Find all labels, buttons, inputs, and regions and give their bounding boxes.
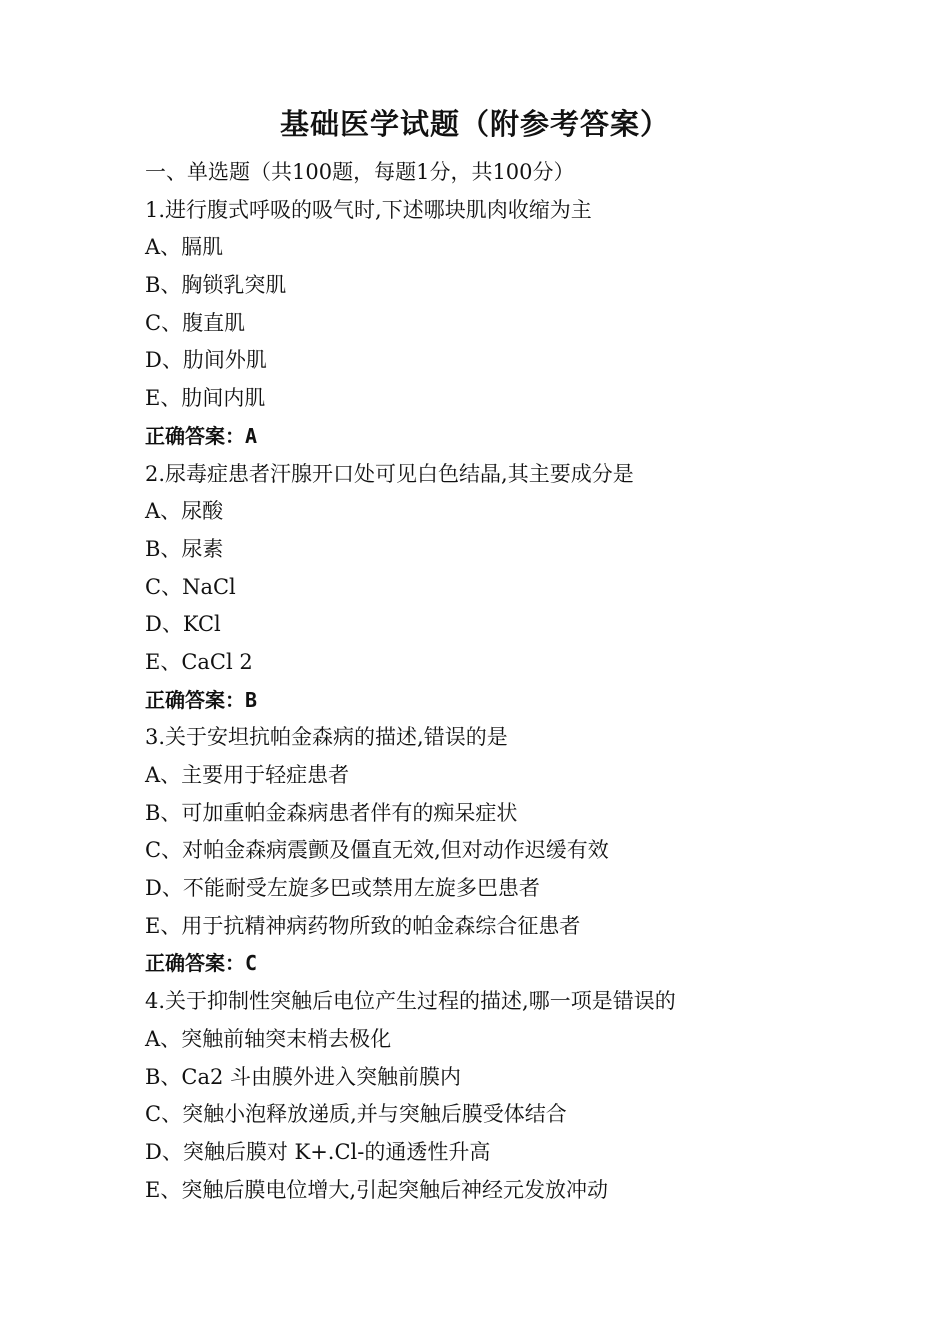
question-option: C、突触小泡释放递质,并与突触后膜受体结合	[145, 1102, 567, 1127]
question-option: A、突触前轴突末梢去极化	[145, 1026, 392, 1051]
document-title: 基础医学试题（附参考答案）	[279, 107, 670, 141]
question-option: D、肋间外肌	[145, 348, 267, 373]
correct-answer: 正确答案：A	[145, 423, 258, 448]
question-option: B、胸锁乳突肌	[145, 273, 287, 298]
question-option: D、不能耐受左旋多巴或禁用左旋多巴患者	[145, 876, 540, 901]
question-option: E、突触后膜电位增大,引起突触后神经元发放冲动	[145, 1177, 609, 1202]
question-option: E、肋间内肌	[145, 386, 266, 411]
question-option: D、突触后膜对 K+.Cl-的通透性升高	[145, 1139, 491, 1164]
question-option: E、CaCl 2	[145, 649, 253, 674]
question-stem: 3.关于安坦抗帕金森病的描述,错误的是	[145, 725, 508, 750]
question-option: C、NaCl	[145, 574, 236, 599]
question-option: A、膈肌	[145, 235, 224, 260]
document-body	[145, 154, 885, 1209]
question-option: B、可加重帕金森病患者伴有的痴呆症状	[145, 800, 518, 825]
question-option: C、对帕金森病震颤及僵直无效,但对动作迟缓有效	[145, 838, 609, 863]
correct-answer: 正确答案：B	[145, 687, 258, 712]
question-option: B、Ca2 斗由膜外进入突触前膜内	[145, 1064, 462, 1089]
question-option: D、KCl	[145, 612, 221, 637]
question-option: E、用于抗精神病药物所致的帕金森综合征患者	[145, 913, 581, 938]
question-stem: 1.进行腹式呼吸的吸气时,下述哪块肌肉收缩为主	[145, 197, 592, 222]
question-stem: 4.关于抑制性突触后电位产生过程的描述,哪一项是错误的	[145, 989, 676, 1014]
correct-answer: 正确答案：C	[145, 951, 258, 976]
section-heading: 一、单选题（共100题，每题1分，共100分）	[145, 160, 575, 184]
question-stem: 2.尿毒症患者汗腺开口处可见白色结晶,其主要成分是	[145, 461, 634, 486]
question-option: C、腹直肌	[145, 310, 246, 335]
question-option: B、尿素	[145, 536, 224, 561]
question-option: A、尿酸	[145, 499, 224, 524]
question-option: A、主要用于轻症患者	[145, 763, 350, 787]
